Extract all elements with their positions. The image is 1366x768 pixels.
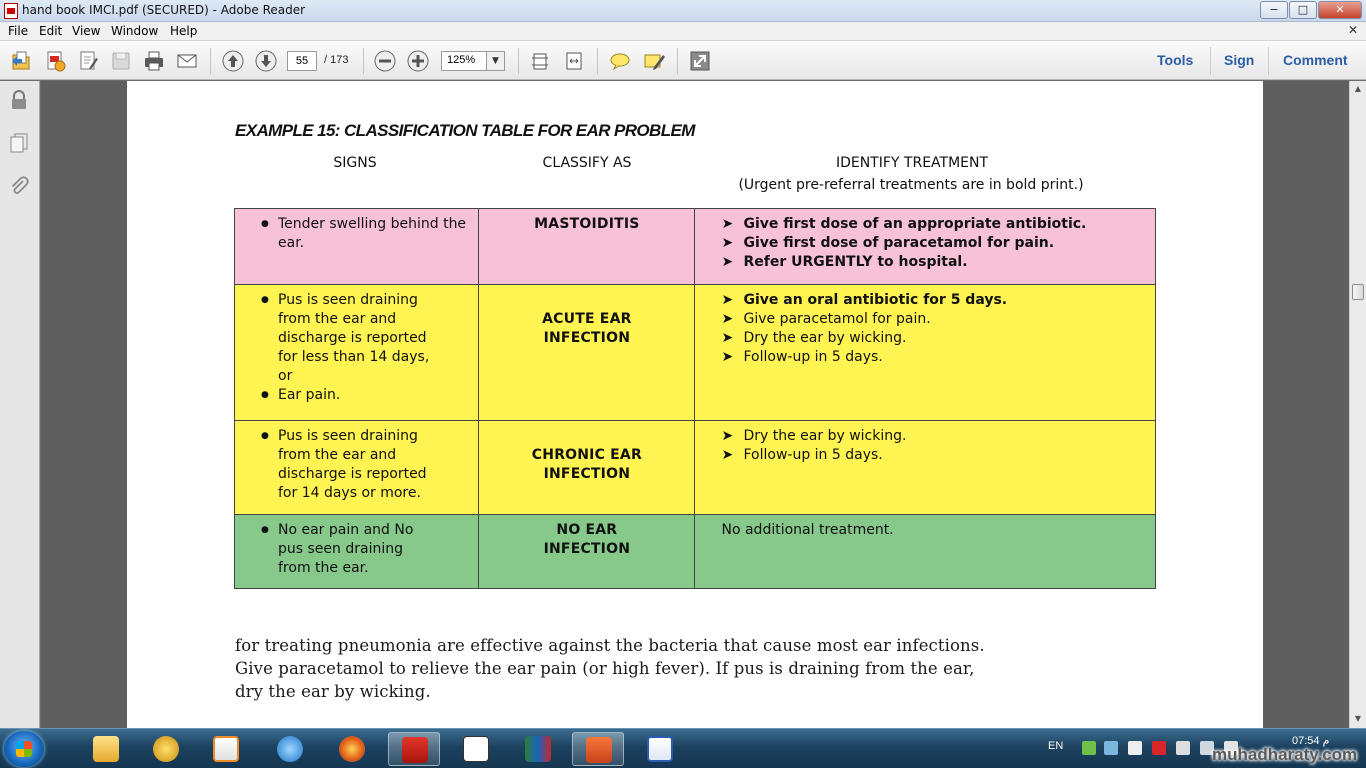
sign-item: ● Pus is seen draining from the ear and discharge is reported for 14 days or more. — [235, 427, 478, 503]
tools-pane-button[interactable]: Tools — [1157, 52, 1194, 68]
taskbar-adobe-reader[interactable] — [388, 732, 440, 766]
treatment-item: ➤ Give an oral antibiotic for 5 days. — [695, 291, 1155, 310]
start-button[interactable] — [4, 731, 44, 767]
next-page-icon[interactable] — [254, 49, 278, 73]
signs-cell — [235, 209, 479, 285]
app-icon — [463, 736, 489, 762]
adobe-reader-icon — [402, 737, 428, 763]
sync-icon[interactable] — [1104, 741, 1118, 755]
sign-item: ● Ear pain. — [235, 386, 478, 405]
taskbar-explorer[interactable] — [80, 732, 132, 766]
navigation-pane — [0, 81, 40, 728]
signs-cell — [235, 515, 479, 589]
column-header-signs: SIGNS — [333, 155, 377, 171]
word-icon — [647, 736, 673, 762]
fit-page-icon[interactable] — [528, 49, 552, 73]
zoom-out-icon[interactable] — [373, 49, 397, 73]
open-icon[interactable] — [9, 49, 33, 73]
zoom-in-icon[interactable] — [406, 49, 430, 73]
chevron-down-icon[interactable]: ▼ — [486, 52, 504, 70]
taskbar-internet-explorer[interactable] — [264, 732, 316, 766]
zoom-select[interactable] — [441, 51, 505, 71]
clock[interactable]: 07:54 م — [1292, 735, 1330, 747]
menu-edit[interactable]: Edit — [39, 24, 63, 38]
scroll-down-icon[interactable]: ▼ — [1354, 714, 1362, 723]
document-view[interactable] — [41, 81, 1349, 728]
window-title: hand book IMCI.pdf (SECURED) - Adobe Reader — [22, 3, 306, 17]
previous-page-icon[interactable] — [221, 49, 245, 73]
window-controls — [1260, 1, 1362, 19]
toolbar-separator — [677, 48, 678, 74]
adobe-tray-icon[interactable] — [1152, 741, 1166, 755]
lock-icon[interactable] — [8, 89, 30, 111]
sign-connector: or — [278, 368, 293, 384]
classification-cell: CHRONIC EAR INFECTION — [479, 421, 695, 515]
menu-window[interactable]: Window — [111, 24, 159, 38]
save-icon[interactable] — [109, 49, 133, 73]
classification-table — [234, 208, 1156, 589]
firefox-icon — [339, 736, 365, 762]
signs-cell — [235, 421, 479, 515]
taskbar-firefox[interactable] — [326, 732, 378, 766]
title-bar — [0, 0, 1366, 22]
edit-icon[interactable] — [76, 49, 100, 73]
minimize-button[interactable]: − — [1260, 1, 1288, 19]
treatment-item: ➤ Refer URGENTLY to hospital. — [695, 253, 1155, 272]
sign-item: ● Pus is seen draining from the ear and discharge is reported for less than 14 days, — [235, 291, 478, 367]
close-button[interactable]: ✕ — [1318, 1, 1362, 19]
highlight-icon[interactable] — [642, 49, 666, 73]
print-icon[interactable] — [142, 49, 166, 73]
treatment-item: ➤ Give first dose of an appropriate antibiotic. — [695, 215, 1155, 234]
maximize-button[interactable]: □ — [1289, 1, 1317, 19]
toolbar-separator — [518, 48, 519, 74]
treatment-item: ➤ Follow-up in 5 days. — [695, 348, 1155, 367]
treatment-cell — [695, 285, 1156, 421]
adobe-reader-icon — [4, 3, 18, 19]
taskbar-powerpoint[interactable] — [572, 732, 624, 766]
toolbar-separator — [210, 48, 211, 74]
zoom-value: 125% — [447, 54, 476, 66]
treatment-cell — [695, 421, 1156, 515]
treatment-item: ➤ Follow-up in 5 days. — [695, 446, 1155, 465]
media-player-icon — [213, 736, 239, 762]
treatment-item: ➤ Dry the ear by wicking. — [695, 427, 1155, 446]
device-icon[interactable] — [1176, 741, 1190, 755]
treatment-item: ➤ Give paracetamol for pain. — [695, 310, 1155, 329]
close-document-icon[interactable]: ✕ — [1347, 23, 1358, 37]
classification-cell: MASTOIDITIS — [479, 209, 695, 285]
menu-view[interactable]: View — [72, 24, 101, 38]
vertical-scrollbar[interactable] — [1349, 81, 1366, 728]
toolbar-separator — [1210, 47, 1211, 75]
taskbar-app[interactable] — [450, 732, 502, 766]
table-row — [235, 209, 1156, 285]
pdf-page — [127, 81, 1263, 728]
treatment-item: ➤ Dry the ear by wicking. — [695, 329, 1155, 348]
body-paragraph-line: Give paracetamol to relieve the ear pain (or high fever). If pus is draining from the ear, — [235, 659, 975, 678]
treatment-cell — [695, 515, 1156, 589]
create-pdf-icon[interactable] — [43, 49, 67, 73]
books-icon — [525, 736, 551, 762]
column-header-treatment: IDENTIFY TREATMENT — [835, 155, 989, 171]
signs-cell — [235, 285, 479, 421]
sign-item: ● Tender swelling behind the ear. — [235, 215, 478, 253]
treatment-item: ➤ Give first dose of paracetamol for pain. — [695, 234, 1155, 253]
taskbar-word[interactable] — [634, 732, 686, 766]
sign-item: ● No ear pain and No pus seen draining from the ear. — [235, 521, 478, 578]
sign-pane-button[interactable]: Sign — [1224, 52, 1255, 68]
network-icon[interactable] — [1082, 741, 1096, 755]
toolbar — [0, 41, 1366, 80]
table-row — [235, 421, 1156, 515]
table-row — [235, 515, 1156, 589]
taskbar-app[interactable] — [140, 732, 192, 766]
page-title: EXAMPLE 15: CLASSIFICATION TABLE FOR EAR PROBLEM — [235, 121, 695, 140]
fit-width-icon[interactable] — [562, 49, 586, 73]
comment-note-icon[interactable] — [608, 49, 632, 73]
page-total: / 173 — [324, 54, 349, 66]
body-paragraph-line: dry the ear by wicking. — [235, 682, 431, 701]
column-header-treatment-note: (Urgent pre-referral treatments are in bold print.) — [738, 177, 1084, 193]
toolbar-separator — [597, 48, 598, 74]
classification-cell: NO EAR INFECTION — [479, 515, 695, 589]
body-paragraph-line: for treating pneumonia are effective against the bacteria that cause most ear infections. — [235, 636, 985, 655]
toolbar-separator — [363, 48, 364, 74]
pages-thumbnails-icon[interactable] — [8, 132, 30, 154]
attachments-icon[interactable] — [8, 175, 30, 197]
scroll-up-icon[interactable]: ▲ — [1354, 84, 1362, 93]
page-number-input[interactable]: 55 — [287, 51, 317, 71]
toolbar-separator — [1268, 47, 1269, 75]
classification-cell: ACUTE EAR INFECTION — [479, 285, 695, 421]
powerpoint-icon — [586, 737, 612, 763]
scrollbar-thumb[interactable] — [1352, 284, 1364, 300]
email-icon[interactable] — [175, 49, 199, 73]
app-tray-icon[interactable] — [1128, 741, 1142, 755]
treatment-text: No additional treatment. — [721, 522, 894, 538]
menu-help[interactable]: Help — [170, 24, 198, 38]
taskbar — [0, 728, 1366, 768]
folder-icon — [93, 736, 119, 762]
menu-file[interactable]: File — [8, 24, 29, 38]
internet-explorer-icon — [277, 736, 303, 762]
menu-bar — [0, 22, 1366, 41]
watermark: muhadharaty.com — [1212, 745, 1358, 764]
taskbar-media-player[interactable] — [200, 732, 252, 766]
taskbar-books[interactable] — [512, 732, 564, 766]
full-screen-icon[interactable] — [688, 49, 712, 73]
language-indicator[interactable]: EN — [1048, 740, 1064, 752]
table-row — [235, 285, 1156, 421]
app-icon — [153, 736, 179, 762]
column-header-classify: CLASSIFY AS — [542, 155, 632, 171]
treatment-cell — [695, 209, 1156, 285]
comment-pane-button[interactable]: Comment — [1283, 52, 1348, 68]
